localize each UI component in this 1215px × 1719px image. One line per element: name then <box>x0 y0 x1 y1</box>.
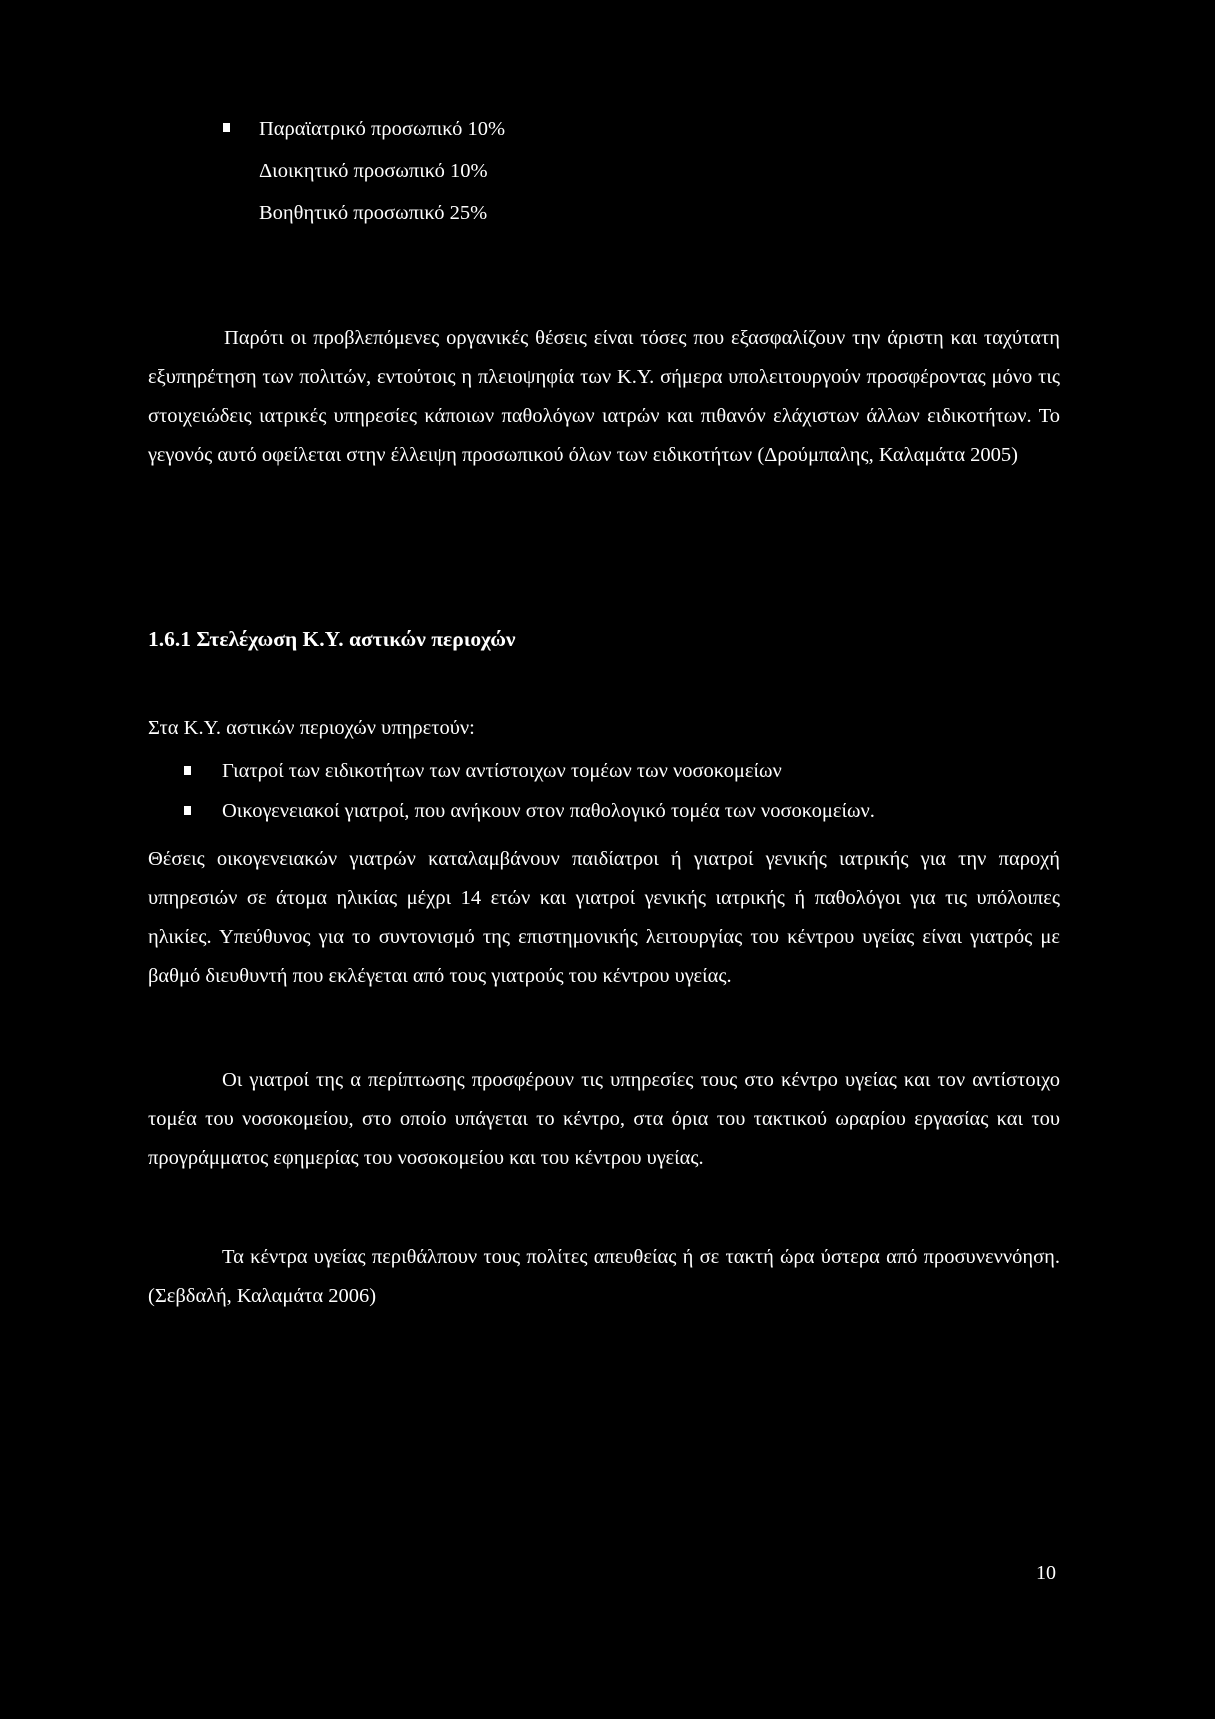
square-bullet-icon <box>184 766 191 775</box>
serving-doctors-list <box>184 756 875 836</box>
list-item <box>223 150 505 192</box>
paragraph-patient-care: Τα κέντρα υγείας περιθάλπουν τους πολίτες απευθείας ή σε τακτή ώρα ύστερα από προσυνεννόηση. (Σεβδαλή, Καλαμάτα 2006) <box>148 1246 1060 1307</box>
list-item-text: Παραϊατρικό προσωπικό 10% <box>259 118 506 140</box>
paragraph-staffing-shortage: Παρότι οι προβλεπόμενες οργανικές θέσεις είναι τόσες που εξασφαλίζουν την άριστη και ταχύτατη εξυπηρέτηση των πολιτών, εντούτοις η πλειοψηφία των Κ.Υ. σήμερα υπολειτουργούν προσφέροντας μόνο τις στοιχειώδεις ιατρικές υπηρεσίες κάποιων παθολόγων ιατρών και πιθανόν ελάχιστων άλλων ειδικοτήτων. Το γεγονός αυτό οφείλεται στην έλλειψη προσωπικού όλων των ειδικοτήτων (Δρούμπαλης, Καλαμάτα 2005) <box>148 327 1060 466</box>
list-item <box>184 796 875 836</box>
page-number: 10 <box>1036 1562 1056 1584</box>
paragraph-service-hours: Οι γιατροί της α περίπτωσης προσφέρουν τις υπηρεσίες τους στο κέντρο υγείας και τον αντίστοιχο τομέα του νοσοκομείου, στο οποίο υπάγεται το κέντρο, στα όρια του τακτικού ωραρίου εργασίας και του προγράμματος εφημερίας του νοσοκομείου και του κέντρου υγείας. <box>148 1069 1060 1169</box>
staff-percentage-list <box>223 108 505 234</box>
list-item-text: Γιατροί των ειδικοτήτων των αντίστοιχων τομέων των νοσοκομείων <box>222 760 782 782</box>
list-item-text: Οικογενειακοί γιατροί, που ανήκουν στον παθολογικό τομέα των νοσοκομείων. <box>222 800 875 822</box>
list-item <box>223 108 505 150</box>
square-bullet-icon <box>223 123 230 132</box>
serving-intro-text: Στα Κ.Υ. αστικών περιοχών υπηρετούν: <box>148 717 475 739</box>
list-item-text: Βοηθητικό προσωπικό 25% <box>259 202 488 224</box>
list-item <box>184 756 875 796</box>
section-heading: 1.6.1 Στελέχωση Κ.Υ. αστικών περιοχών <box>148 627 516 651</box>
square-bullet-icon <box>184 806 191 815</box>
list-item-text: Διοικητικό προσωπικό 10% <box>259 160 488 182</box>
list-item <box>223 192 505 234</box>
paragraph-family-doctors: Θέσεις οικογενειακών γιατρών καταλαμβάνουν παιδίατροι ή γιατροί γενικής ιατρικής για την παροχή υπηρεσιών σε άτομα ηλικίας μέχρι 14 ετών και γιατροί γενικής ιατρικής ή παθολόγοι για τις υπόλοιπες ηλικίες. Υπεύθυνος για το συντονισμό της επιστημονικής λειτουργίας του κέντρου υγείας είναι γιατρός με βαθμό διευθυντή που εκλέγεται από τους γιατρούς του κέντρου υγείας. <box>148 848 1060 987</box>
